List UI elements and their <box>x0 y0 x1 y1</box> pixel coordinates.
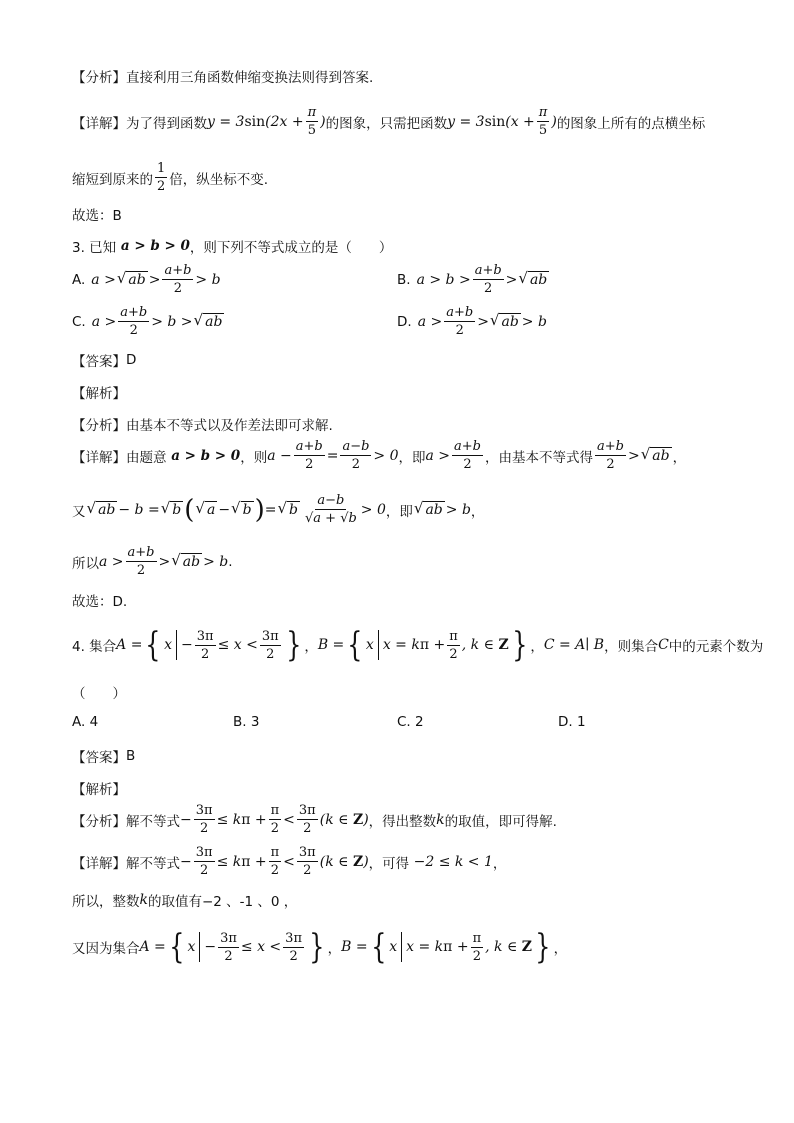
text: 直接利用三角函数伸缩变换法则得到答案. <box>126 70 374 86</box>
answer-tag: 【答案】 B <box>72 748 136 766</box>
text: 倍，纵坐标不变. <box>169 171 269 188</box>
analysis-line: 【分析】 由基本不等式以及作差法即可求解. <box>72 418 333 434</box>
answer-line: 故选：B <box>72 208 122 224</box>
analysis-line-1 <box>72 66 373 86</box>
solution-tag: 【解析】 <box>72 782 126 798</box>
detail-line: 【详解】 解不等式 − $\frac{3\pi}{2}$ ≤ kπ + $\frac{\pi}{2}$ < $\frac{3\pi}{2}$ (k ∈ Z) ，可得 −2 ≤ k < 1 ， <box>72 845 507 878</box>
option-a: A. a > √ ab > $\frac{a+b}{2}$ > b <box>72 263 221 296</box>
option-d: D. a > $\frac{a+b}{2}$ > √ ab > b <box>397 305 547 338</box>
analysis-line: 【分析】 解不等式 − $\frac{3\pi}{2}$ ≤ kπ + $\frac{\pi}{2}$ < $\frac{3\pi}{2}$ (k ∈ Z) ，得出整数 k 的取值，即可得解. <box>72 803 557 836</box>
section-tag: 【详解】 <box>72 115 126 132</box>
formula: y = 3sin(2x + <box>207 113 304 130</box>
option-d: D. 1 <box>558 714 586 730</box>
fraction: $\frac{1}{2}$ <box>157 161 166 194</box>
question-3: 3. 已知 a > b > 0 ，则下列不等式成立的是（ ） <box>72 238 393 256</box>
set-line: 又因为集合 A = { x − $\frac{3\pi}{2}$ ≤ x < $\frac{3\pi}{2}$ } ， B = { x x = kπ + $\frac{\pi}{2}$ , k ∈ Z } ， <box>72 927 568 967</box>
text: 缩短到原来的 <box>72 171 153 188</box>
formula: y = 3sin(x + <box>447 113 535 130</box>
text: 为了得到函数 <box>126 115 207 132</box>
conclusion-line: 所以 a > $\frac{a+b}{2}$ > √ ab > b . <box>72 545 233 578</box>
answer-line: 故选：D. <box>72 594 128 610</box>
paren-line: （ ） <box>72 686 126 702</box>
option-c: C. 2 <box>397 714 424 730</box>
fraction: $\frac{\pi}{5}$ <box>307 105 317 138</box>
detail-line-3 <box>72 162 268 193</box>
fraction: $\frac{\pi}{5}$ <box>538 105 548 138</box>
question-4: 4. 集合 A = { x − $\frac{3\pi}{2}$ ≤ x < $\frac{3\pi}{2}$ } ， B = { x x = kπ + $\frac{\pi}{2}$ , k ∈ Z } ， C = A∣ B ，则集合 C 中的元素个数为 <box>72 625 764 665</box>
values-line: 所以，整数 k 的取值有 −2 、-1 、0 ， <box>72 892 298 910</box>
option-c: C. a > $\frac{a+b}{2}$ > b > √ ab <box>72 305 223 338</box>
section-tag: 【分析】 <box>72 70 126 86</box>
option-b: B. 3 <box>233 714 260 730</box>
option-b: B. a > b > $\frac{a+b}{2}$ > √ ab <box>397 263 548 296</box>
detail-line-2: 又 √ ab − b = √ b ( √ a − √ b ) = √ b $\frac{a-b}{√a + √b}$ > 0 ，即 √ ab > b ， <box>72 493 485 526</box>
solution-tag: 【解析】 <box>72 386 126 402</box>
detail-line-2: 【详解】 为了得到函数 y = 3sin(2x + $\frac{\pi}{5}$ ) 的图象，只需把函数 y = 3sin(x + $\frac{\pi}{5}$ ) 的图象上所有的点横坐标 <box>72 105 706 138</box>
detail-line: 【详解】 由题意 a > b > 0 ，则 a − $\frac{a+b}{2}$ = $\frac{a-b}{2}$ > 0 ，即 a > $\frac{a+b}{2}$ ，由基本不等式得 $\frac{a+b}{2}$ > √ ab ， <box>72 439 687 472</box>
text: 的图象，只需把函数 <box>325 115 448 132</box>
answer-tag: 【答案】 D <box>72 352 137 370</box>
option-a: A. 4 <box>72 714 99 730</box>
text: 的图象上所有的点横坐标 <box>556 115 706 132</box>
